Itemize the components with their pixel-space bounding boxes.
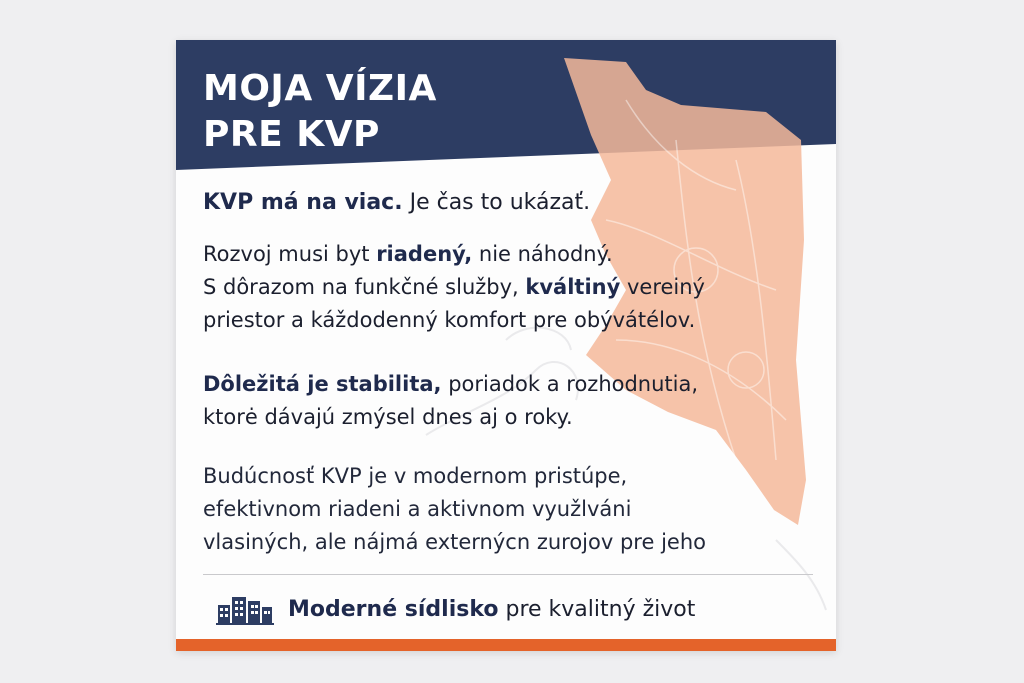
lead-rest: Je čas to ukázať. bbox=[402, 190, 591, 215]
paragraph3-line2: efektivnom riadeni a aktivnom využlváni bbox=[203, 497, 632, 521]
paragraph-stability bbox=[203, 368, 698, 434]
text-bold: riadený, bbox=[376, 242, 473, 266]
text-segment: Rozvoj musi byt bbox=[203, 242, 377, 266]
text-segment: vereiný bbox=[620, 275, 705, 299]
footer-text bbox=[288, 597, 695, 622]
bottom-stripe bbox=[176, 639, 836, 651]
page-title bbox=[203, 66, 437, 158]
text-bold: Dôležitá je stabilita, bbox=[203, 372, 442, 396]
paragraph3-line1: Budúcnosť KVP je v modernom pristúpe, bbox=[203, 464, 628, 488]
paragraph2-line2: ktorė dávajú zmýsel dnes aj o roky. bbox=[203, 405, 573, 429]
city-buildings-icon bbox=[216, 593, 274, 625]
paragraph1-line2 bbox=[203, 271, 705, 304]
text-segment: S dôrazom na funkčné služby, bbox=[203, 275, 526, 299]
paragraph-development bbox=[203, 238, 705, 337]
paragraph2-line1 bbox=[203, 368, 698, 401]
paragraph3-line3: vlasiných, ale nájmá externýcn zurojov pre jeho bbox=[203, 530, 706, 554]
lead-statement bbox=[203, 186, 590, 219]
paragraph1-line3: priestor a káždodenný komfort pre obývátélov. bbox=[203, 308, 696, 332]
text-bold: kváltiný bbox=[525, 275, 621, 299]
lead-bold: KVP má na viac. bbox=[203, 190, 403, 215]
text-segment: poriadok a rozhodnutia, bbox=[441, 372, 699, 396]
divider bbox=[203, 574, 813, 575]
paragraph1-line1 bbox=[203, 238, 705, 271]
footer-rest: pre kvalitný život bbox=[498, 596, 696, 622]
footer-slogan bbox=[216, 589, 695, 629]
title-line-2: PRE KVP bbox=[203, 114, 380, 155]
footer-bold: Moderné sídlisko bbox=[288, 596, 499, 622]
paragraph-future bbox=[203, 460, 706, 559]
title-line-1: MOJA VÍZIA bbox=[203, 68, 437, 109]
text-segment: nie náhodný. bbox=[472, 242, 613, 266]
poster-card bbox=[176, 40, 836, 651]
